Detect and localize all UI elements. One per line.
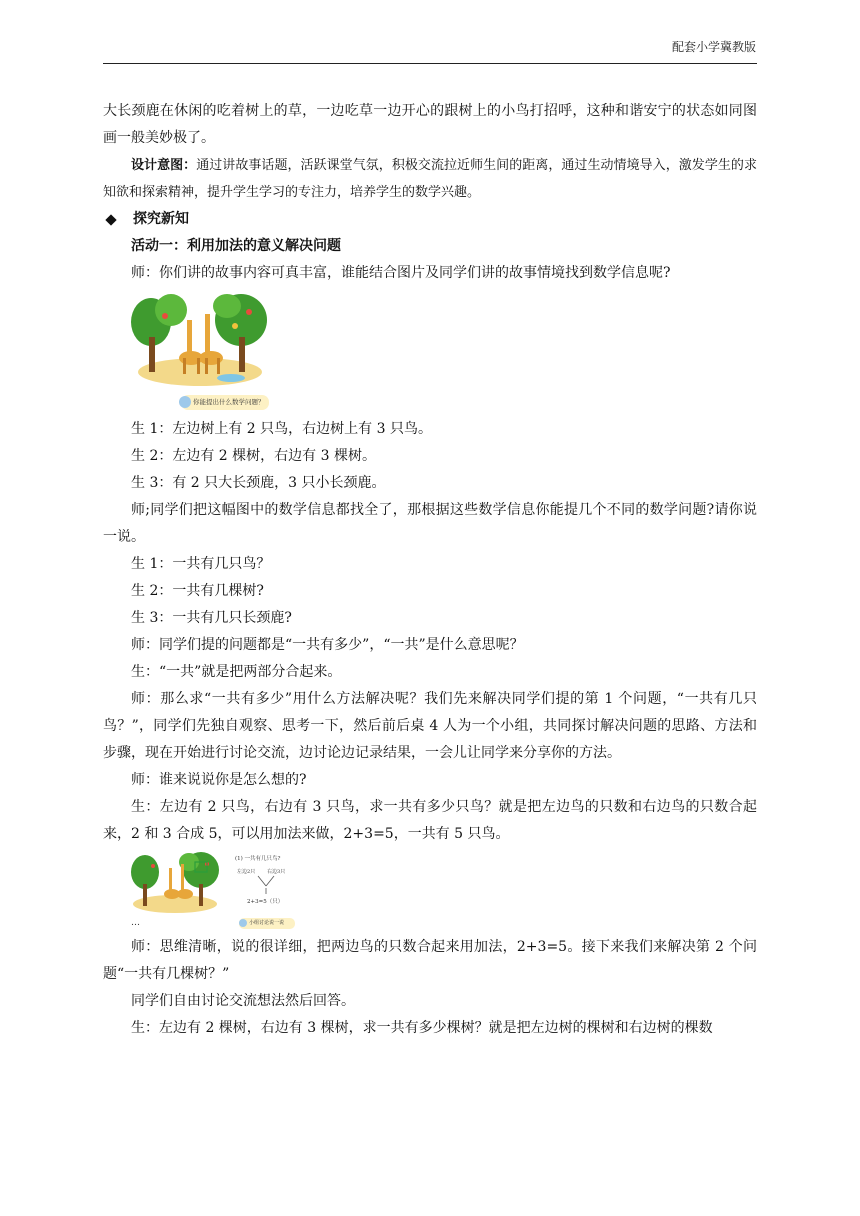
paragraph: 同学们自由讨论交流想法然后回答。 bbox=[131, 993, 355, 1009]
header-title: 配套小学冀教版 bbox=[671, 40, 756, 54]
header-divider bbox=[103, 63, 757, 64]
paragraph: 师：谁来说说你是怎么想的? bbox=[131, 772, 307, 788]
figure-question: (1) 一共有几只鸟? bbox=[235, 856, 281, 862]
diamond-bullet-icon bbox=[105, 214, 116, 225]
figure-tag: 小组讨论说一说 bbox=[249, 920, 285, 926]
image-caption: 你能提出什么数学问题？ bbox=[193, 398, 265, 406]
activity-title: 活动一：利用加法的意义解决问题 bbox=[131, 238, 341, 254]
paragraph: 生：“一共”就是把两部分合起来。 bbox=[131, 664, 342, 680]
paragraph: 生 2：一共有几棵树? bbox=[131, 583, 264, 599]
giraffe-scene-illustration bbox=[131, 292, 269, 412]
paragraph: 师：思维清晰，说的很详细，把两边鸟的只数合起来用加法，2+3=5。接下来我们来解决第 2 个问题“一共有几棵树？” bbox=[103, 939, 757, 982]
figure-left-label: 左边2只 bbox=[237, 869, 256, 875]
paragraph: 生 1：一共有几只鸟？ bbox=[131, 556, 271, 572]
paragraph: 师：同学们提的问题都是“一共有多少”，“一共”是什么意思呢？ bbox=[131, 637, 524, 653]
paragraph: 生 3：有 2 只大长颈鹿，3 只小长颈鹿。 bbox=[131, 475, 386, 491]
paragraph: 师：那么求“一共有多少”用什么方法解决呢？我们先来解决同学们提的第 1 个问题，“一共有几只鸟？”，同学们先独自观察、思考一下，然后前后桌 4 人为一个小组，共同探讨解决问题的思路、方法和步骤，现在开始进行讨论交流，边讨论边记录结果，一会儿让同学来分享你的方法。 bbox=[103, 691, 757, 761]
bird-addition-illustration bbox=[131, 852, 297, 932]
paragraph: 生 1：左边树上有 2 只鸟，右边树上有 3 只鸟。 bbox=[131, 421, 432, 437]
paragraph: 师;同学们把这幅图中的数学信息都找全了，那根据这些数学信息你能提几个不同的数学问题?请你说一说。 bbox=[103, 502, 757, 545]
paragraph: 生 3：一共有几只长颈鹿? bbox=[131, 610, 292, 626]
paragraph: 生：左边有 2 只鸟，右边有 3 只鸟，求一共有多少只鸟？就是把左边鸟的只数和右边鸟的只数合起来，2 和 3 合成 5，可以用加法来做，2+3=5，一共有 5 只鸟。 bbox=[103, 799, 757, 842]
design-intent-text: 通过讲故事话题，活跃课堂气氛，积极交流拉近师生间的距离，通过生动情境导入，激发学生的求知欲和探索精神，提升学生学习的专注力，培养学生的数学兴趣。 bbox=[103, 158, 757, 200]
paragraph: 大长颈鹿在休闲的吃着树上的草，一边吃草一边开心的跟树上的小鸟打招呼，这种和谐安宁的状态如同图画一般美妙极了。 bbox=[103, 103, 757, 146]
ellipsis: … bbox=[131, 918, 140, 928]
section-heading bbox=[103, 206, 757, 233]
paragraph: 生 2：左边有 2 棵树，右边有 3 棵树。 bbox=[131, 448, 376, 464]
section-title: 探究新知 bbox=[133, 211, 189, 227]
figure-equation: 2+3=5（只） bbox=[247, 899, 284, 905]
figure-right-label: 右边3只 bbox=[267, 869, 286, 875]
design-intent-label: 设计意图： bbox=[131, 158, 197, 173]
paragraph: 师：你们讲的故事内容可真丰富，谁能结合图片及同学们讲的故事情境找到数学信息呢? bbox=[131, 265, 671, 281]
document-body bbox=[103, 98, 757, 1042]
paragraph: 生：左边有 2 棵树，右边有 3 棵树，求一共有多少棵树？就是把左边树的棵树和右边树的棵数 bbox=[131, 1020, 713, 1036]
design-intent-paragraph bbox=[103, 152, 757, 206]
